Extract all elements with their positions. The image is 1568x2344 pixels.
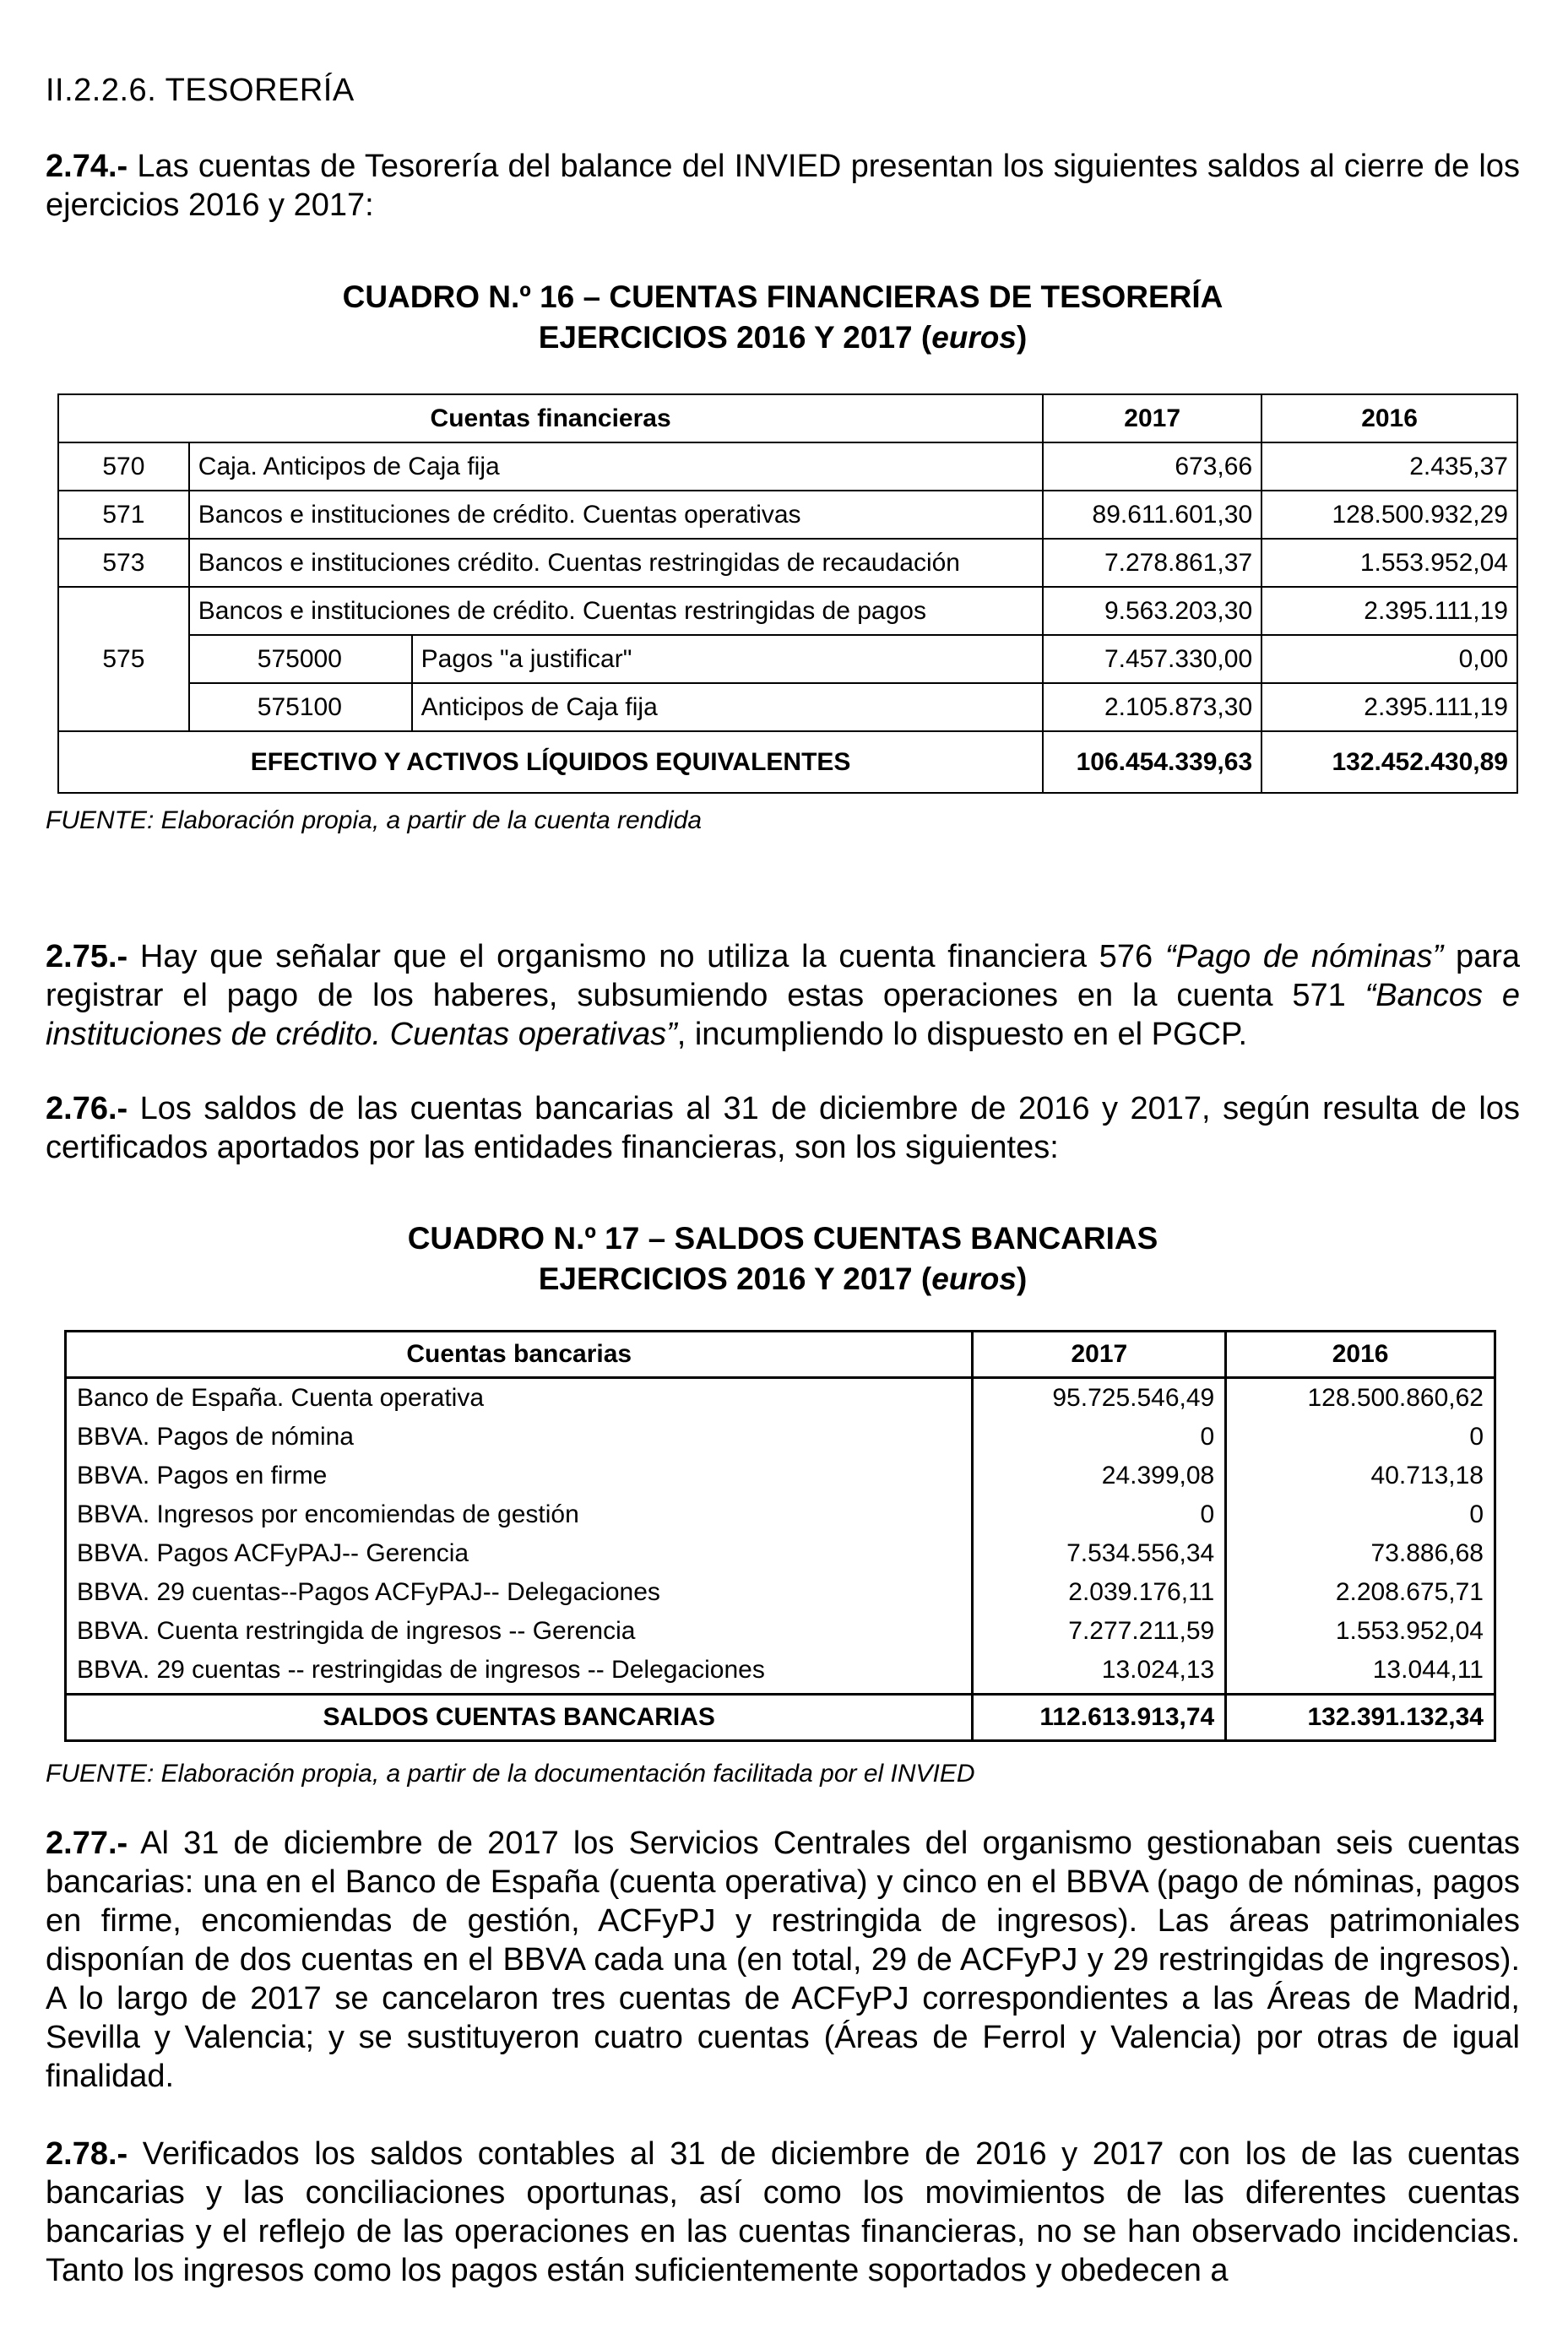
bank-account-label: Banco de España. Cuenta operativa (66, 1378, 973, 1419)
value-2016: 2.395.111,19 (1261, 587, 1517, 635)
paragraph-2-75: 2.75.- Hay que señalar que el organismo no utiliza la cuenta financiera 576 “Pago de nóminas” para registrar el pago de los haberes, subsumiendo estas operaciones en la cuenta 571 “Bancos e instituciones de crédito. Cuentas operativas”, incumpliendo lo dispuesto en el PGCP. (46, 939, 1521, 1052)
subaccount-code: 575000 (189, 635, 412, 683)
value-2016: 2.208.675,71 (1226, 1573, 1495, 1612)
table-header-row (66, 1332, 1495, 1378)
bank-account-label: BBVA. 29 cuentas -- restringidas de ingresos -- Delegaciones (66, 1651, 973, 1695)
total-label: SALDOS CUENTAS BANCARIAS (66, 1695, 973, 1741)
table-row (66, 1612, 1495, 1651)
value-2017: 0 (973, 1418, 1226, 1457)
account-label: Caja. Anticipos de Caja fija (189, 442, 1043, 491)
paragraph-number: 2.76.- (46, 1091, 128, 1126)
table-header-row (58, 394, 1517, 442)
paragraph-text: Verificados los saldos contables al 31 de diciembre de 2016 y 2017 con los de las cuentas bancarias y las conciliaciones oportunas, así como los movimientos de las diferentes cuentas bancarias y el reflejo de las operaciones en las cuentas financieras, no se han observado incidencias. Tanto los ingresos como los pagos están suficientemente soportados y obedecen a (46, 2136, 1520, 2288)
table-total-row (66, 1695, 1495, 1741)
total-2016: 132.391.132,34 (1226, 1695, 1495, 1741)
paragraph-number: 2.78.- (46, 2136, 128, 2172)
paragraph-2-78 (46, 2135, 1520, 2290)
header-concept: Cuentas financieras (58, 394, 1043, 442)
value-2017: 13.024,13 (973, 1651, 1226, 1695)
header-2017: 2017 (1043, 394, 1261, 442)
paragraph-number: 2.75.- (46, 939, 128, 974)
value-2017: 95.725.546,49 (973, 1378, 1226, 1419)
paragraph-2-77 (46, 1824, 1520, 2096)
header-concept: Cuentas bancarias (66, 1332, 973, 1378)
value-2017: 7.278.861,37 (1043, 539, 1261, 587)
paragraph-text: Los saldos de las cuentas bancarias al 31 de diciembre de 2016 y 2017, según resulta de los certificados aportados por las entidades financieras, son los siguientes: (46, 1091, 1520, 1165)
value-2016: 0 (1226, 1418, 1495, 1457)
table-title-line-2: EJERCICIOS 2016 Y 2017 (euros) (538, 320, 1028, 355)
table-title-line-2: EJERCICIOS 2016 Y 2017 (euros) (538, 1262, 1028, 1296)
bank-account-label: BBVA. 29 cuentas--Pagos ACFyPAJ-- Delegaciones (66, 1573, 973, 1612)
table-17-saldos-bancarios (64, 1330, 1496, 1742)
table-row (66, 1573, 1495, 1612)
bank-account-label: BBVA. Pagos en firme (66, 1457, 973, 1495)
account-code: 570 (58, 442, 189, 491)
value-2017: 673,66 (1043, 442, 1261, 491)
table-16-cuentas-financieras (57, 393, 1518, 794)
total-label: EFECTIVO Y ACTIVOS LÍQUIDOS EQUIVALENTES (58, 731, 1043, 793)
header-2016: 2016 (1226, 1332, 1495, 1378)
table-row (66, 1651, 1495, 1695)
table-16-title (46, 277, 1520, 358)
subaccount-code: 575100 (189, 683, 412, 731)
table-row (66, 1534, 1495, 1573)
bank-account-label: BBVA. Ingresos por encomiendas de gestión (66, 1495, 973, 1534)
bank-account-label: BBVA. Pagos ACFyPAJ-- Gerencia (66, 1534, 973, 1573)
account-label: Bancos e instituciones de crédito. Cuentas operativas (189, 491, 1043, 539)
paragraph-number: 2.74.- (46, 149, 128, 184)
table-total-row (58, 731, 1517, 793)
section-heading: II.2.2.6. TESORERÍA (46, 73, 355, 108)
total-2016: 132.452.430,89 (1261, 731, 1517, 793)
table-title-line-1: CUADRO N.º 17 – SALDOS CUENTAS BANCARIAS (407, 1221, 1158, 1256)
paragraph-2-76 (46, 1089, 1520, 1167)
table-17-source: FUENTE: Elaboración propia, a partir de la documentación facilitada por el INVIED (46, 1760, 975, 1788)
total-2017: 112.613.913,74 (973, 1695, 1226, 1741)
value-2016: 128.500.860,62 (1226, 1378, 1495, 1419)
value-2016: 2.395.111,19 (1261, 683, 1517, 731)
header-2016: 2016 (1261, 394, 1517, 442)
value-2016: 1.553.952,04 (1261, 539, 1517, 587)
table-row (58, 587, 1517, 635)
value-2017: 2.105.873,30 (1043, 683, 1261, 731)
value-2017: 89.611.601,30 (1043, 491, 1261, 539)
bank-account-label: BBVA. Cuenta restringida de ingresos -- Gerencia (66, 1612, 973, 1651)
table-title-line-1: CUADRO N.º 16 – CUENTAS FINANCIERAS DE TESORERÍA (342, 279, 1223, 314)
account-label: Bancos e instituciones crédito. Cuentas restringidas de recaudación (189, 539, 1043, 587)
total-2017: 106.454.339,63 (1043, 731, 1261, 793)
value-2017: 0 (973, 1495, 1226, 1534)
value-2017: 9.563.203,30 (1043, 587, 1261, 635)
subaccount-label: Anticipos de Caja fija (412, 683, 1044, 731)
value-2016: 1.553.952,04 (1226, 1612, 1495, 1651)
account-label: Bancos e instituciones de crédito. Cuentas restringidas de pagos (189, 587, 1043, 635)
header-2017: 2017 (973, 1332, 1226, 1378)
value-2017: 2.039.176,11 (973, 1573, 1226, 1612)
value-2017: 24.399,08 (973, 1457, 1226, 1495)
value-2016: 0 (1226, 1495, 1495, 1534)
paragraph-2-74 (46, 147, 1520, 225)
table-subrow (58, 635, 1517, 683)
value-2017: 7.534.556,34 (973, 1534, 1226, 1573)
table-row (66, 1418, 1495, 1457)
table-row (66, 1457, 1495, 1495)
value-2016: 0,00 (1261, 635, 1517, 683)
table-16-source: FUENTE: Elaboración propia, a partir de la cuenta rendida (46, 806, 703, 834)
paragraph-text: Al 31 de diciembre de 2017 los Servicios Centrales del organismo gestionaban seis cuentas bancarias: una en el Banco de España (cuenta operativa) y cinco en el BBVA (pago de nóminas, pagos en firme, encomiendas de gestión, ACFyPJ y restringida de ingresos). Las áreas patrimoniales disponían de dos cuentas en el BBVA cada una (en total, 29 de ACFyPJ y 29 restringidas de ingresos). A lo largo de 2017 se cancelaron tres cuentas de ACFyPJ correspondientes a las Áreas de Madrid, Sevilla y Valencia; y se sustituyeron cuatro cuentas (Áreas de Ferrol y Valencia) por otras de igual finalidad. (46, 1826, 1520, 2094)
value-2016: 40.713,18 (1226, 1457, 1495, 1495)
table-row (66, 1495, 1495, 1534)
value-2016: 13.044,11 (1226, 1651, 1495, 1695)
table-17-title (46, 1218, 1520, 1300)
account-code: 575 (58, 587, 189, 731)
value-2016: 73.886,68 (1226, 1534, 1495, 1573)
table-row (58, 539, 1517, 587)
account-code: 571 (58, 491, 189, 539)
value-2016: 2.435,37 (1261, 442, 1517, 491)
value-2017: 7.457.330,00 (1043, 635, 1261, 683)
table-subrow (58, 683, 1517, 731)
subaccount-label: Pagos "a justificar" (412, 635, 1044, 683)
bank-account-label: BBVA. Pagos de nómina (66, 1418, 973, 1457)
table-row (58, 491, 1517, 539)
table-row (66, 1378, 1495, 1419)
paragraph-text: Las cuentas de Tesorería del balance del INVIED presentan los siguientes saldos al cierre de los ejercicios 2016 y 2017: (46, 149, 1520, 223)
value-2016: 128.500.932,29 (1261, 491, 1517, 539)
table-row (58, 442, 1517, 491)
paragraph-number: 2.77.- (46, 1826, 128, 1861)
account-code: 573 (58, 539, 189, 587)
value-2017: 7.277.211,59 (973, 1612, 1226, 1651)
